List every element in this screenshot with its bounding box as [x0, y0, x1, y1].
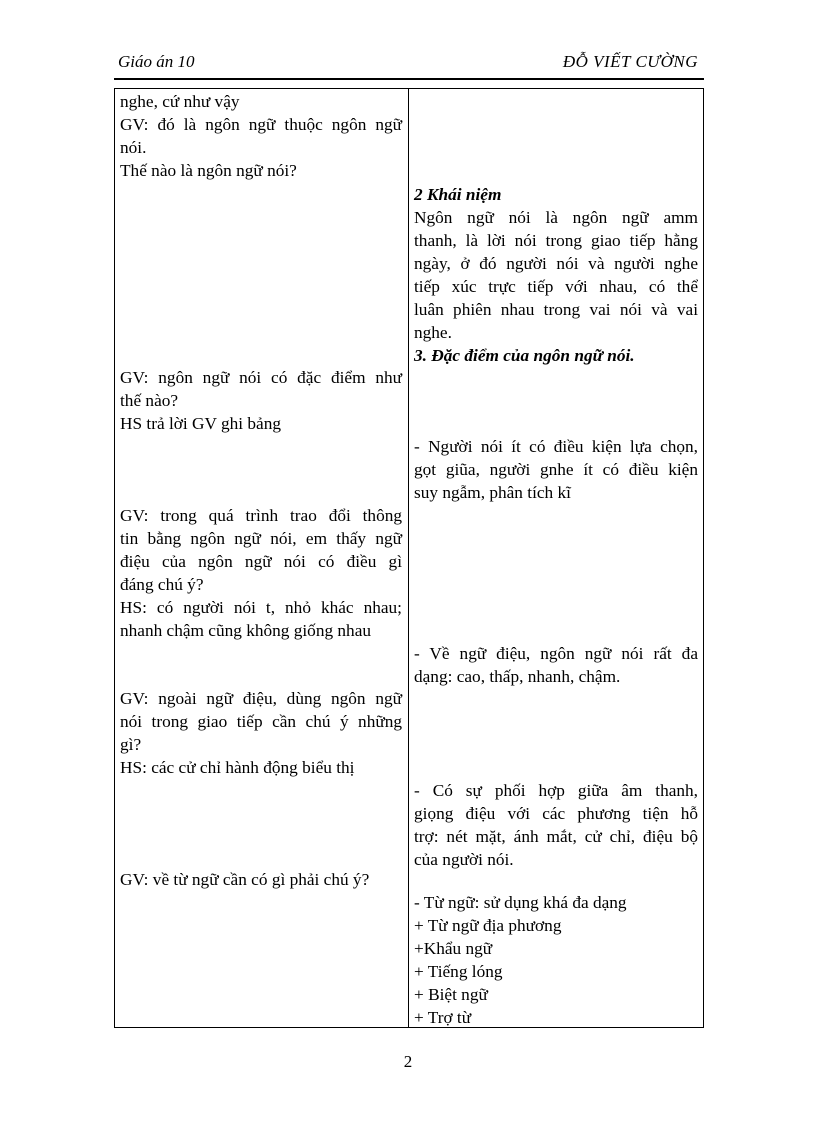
right-line: + Tiếng lóng: [414, 962, 503, 981]
right-line: suy ngẫm, phân tích kĩ: [414, 483, 571, 502]
left-line: nói.: [120, 138, 147, 157]
left-line: nói trong giao tiếp cần chú ý những: [120, 712, 402, 731]
right-line: luân phiên nhau trong vai nói và vai: [414, 300, 698, 319]
header-left: Giáo án 10: [118, 52, 195, 71]
left-line: GV: ngoài ngữ điệu, dùng ngôn ngữ: [120, 689, 402, 708]
section-heading-concept: 2 Khái niệm: [414, 185, 502, 204]
right-line: của người nói.: [414, 850, 514, 869]
right-line: ngày, ở đó người nói và người nghe: [414, 254, 698, 273]
left-line: HS: có người nói t, nhỏ khác nhau;: [120, 598, 402, 617]
right-line: + Trợ từ: [414, 1008, 472, 1027]
right-line: thanh, là lời nói trong giao tiếp hằng: [414, 231, 698, 250]
left-line: GV: trong quá trình trao đổi thông: [120, 506, 402, 525]
right-line: +Khẩu ngữ: [414, 939, 493, 958]
left-line: nghe, cứ như vậy: [120, 92, 240, 111]
page-number: 2: [403, 1052, 413, 1071]
left-line: GV: ngôn ngữ nói có đặc điểm như: [120, 368, 402, 387]
right-line: + Biệt ngữ: [414, 985, 488, 1004]
right-line: tiếp xúc trực tiếp với nhau, có thể: [414, 277, 698, 296]
left-line: HS trả lời GV ghi bảng: [120, 414, 281, 433]
right-line: nghe.: [414, 323, 452, 342]
left-line: đáng chú ý?: [120, 575, 204, 594]
left-line: nhanh chậm cũng không giống nhau: [120, 621, 372, 640]
right-line: - Từ ngữ: sử dụng khá đa dạng: [414, 893, 627, 912]
right-line: Ngôn ngữ nói là ngôn ngữ amm: [414, 208, 698, 227]
left-line: điệu của ngôn ngữ nói có điều gì: [120, 552, 402, 571]
right-line: - Về ngữ điệu, ngôn ngữ nói rất đa: [414, 644, 698, 663]
right-line: - Có sự phối hợp giữa âm thanh,: [414, 781, 698, 800]
right-line: gọt giũa, người gnhe ít có điều kiện: [414, 460, 698, 479]
left-line: thế nào?: [120, 391, 179, 410]
left-line: GV: đó là ngôn ngữ thuộc ngôn ngữ: [120, 115, 402, 134]
section-heading-features: 3. Đặc điểm của ngôn ngữ nói.: [414, 346, 635, 365]
left-line: tin bằng ngôn ngữ nói, em thấy ngữ: [120, 529, 402, 548]
left-line: HS: các cử chỉ hành động biểu thị: [120, 758, 355, 777]
header-right: ĐỖ VIẾT CƯỜNG: [562, 52, 698, 71]
right-line: - Người nói ít có điều kiện lựa chọn,: [414, 437, 698, 456]
column-divider: [408, 88, 409, 1028]
left-line: Thế nào là ngôn ngữ nói?: [120, 161, 297, 180]
right-line: giọng điệu với các phương tiện hỗ: [414, 804, 698, 823]
left-line: GV: về từ ngữ cần có gì phải chú ý?: [120, 870, 370, 889]
right-line: trợ: nét mặt, ánh mắt, cử chỉ, điệu bộ: [414, 827, 698, 846]
left-line: gì?: [120, 735, 142, 754]
right-line: + Từ ngữ địa phương: [414, 916, 562, 935]
right-line: dạng: cao, thấp, nhanh, chậm.: [414, 667, 621, 686]
header-rule: [114, 78, 704, 80]
